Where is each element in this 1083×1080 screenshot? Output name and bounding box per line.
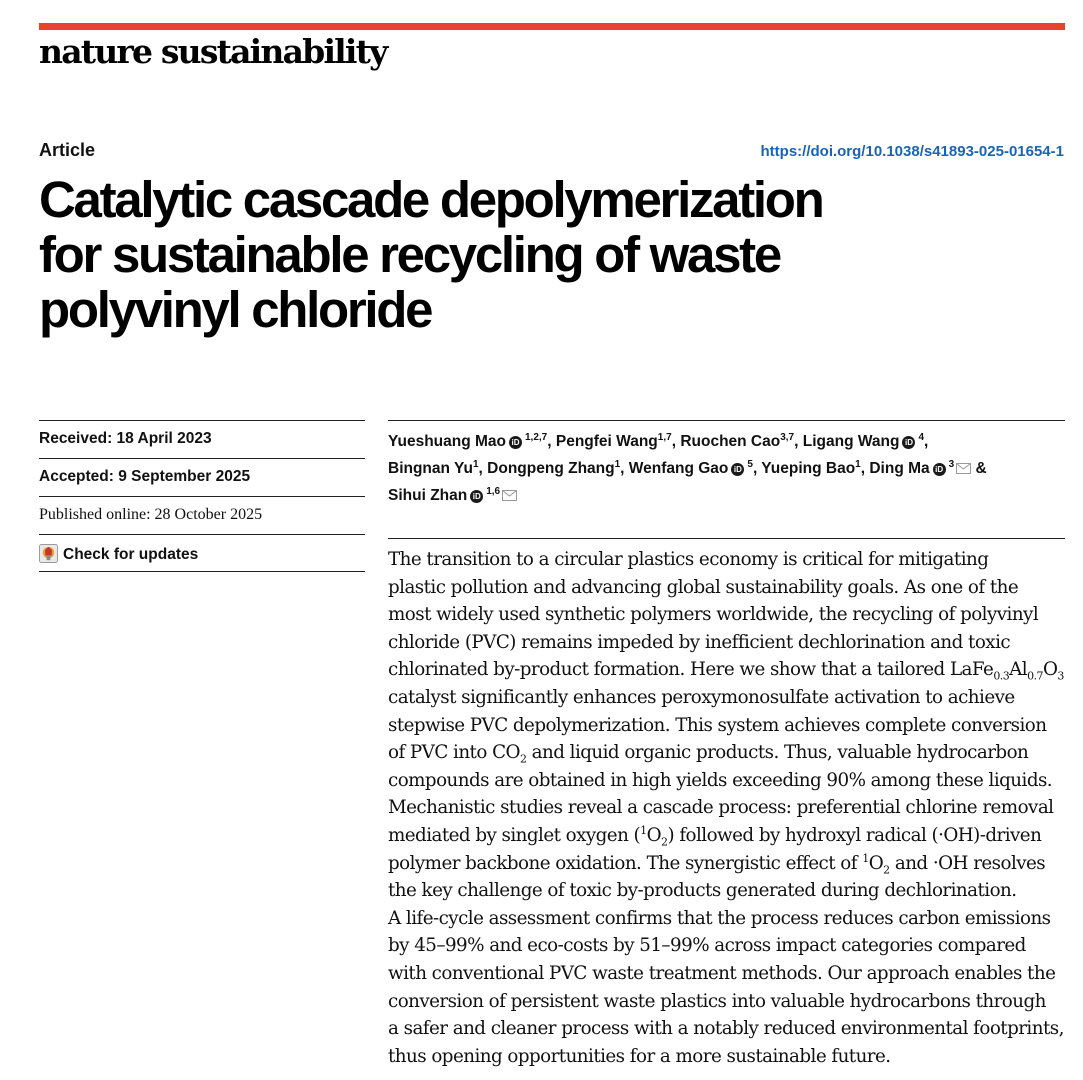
author-affiliation: 1,7 xyxy=(657,431,672,443)
author-affiliation: 1 xyxy=(855,458,861,470)
orcid-icon[interactable]: iD xyxy=(509,436,522,449)
title-line: for sustainable recycling of waste xyxy=(39,226,780,283)
author-affiliation: 5 xyxy=(747,458,753,470)
abstract-line: A life-cycle assessment confirms that the process reduces carbon emissions xyxy=(388,907,1051,929)
author-affiliation: 1,6 xyxy=(486,485,501,497)
accepted-date: Accepted: 9 September 2025 xyxy=(39,458,365,496)
abstract-line: of PVC into $CO_2$ and liquid organic products. Thus, valuable hydrocarbon xyxy=(388,742,1029,766)
check-updates-label: Check for updates xyxy=(63,546,199,563)
abstract-line: most widely used synthetic polymers worldwide, the recycling of polyvinyl xyxy=(388,604,1039,626)
abstract-line: The transition to a circular plastics economy is critical for mitigating xyxy=(388,549,989,570)
abstract-line: catalyst significantly enhances peroxymonosulfate activation to achieve xyxy=(388,686,1015,708)
author-name[interactable]: Yueping Bao xyxy=(761,460,856,477)
authors-rule xyxy=(388,420,1065,421)
article-type: Article xyxy=(39,140,96,160)
orcid-icon[interactable]: iD xyxy=(731,463,744,476)
check-updates-icon xyxy=(39,544,58,563)
author-affiliation: 1 xyxy=(614,458,621,470)
author-affiliation: 3 xyxy=(948,458,955,470)
doi-link[interactable]: https://doi.org/10.1038/s41893-025-01654-1 xyxy=(760,143,1064,160)
abstract-line: chlorinated by-product formation. Here we show that a tailored $LaFe_{0.3}Al_{0.7}O_3$ xyxy=(388,659,1064,684)
author-affiliation: 1,2,7 xyxy=(525,431,548,443)
abstract-line: with conventional PVC waste treatment methods. Our approach enables the xyxy=(388,962,1056,984)
check-for-updates-button[interactable] xyxy=(39,534,365,572)
abstract-line: stepwise PVC depolymerization. This system achieves complete conversion xyxy=(388,714,1047,736)
abstract-line: conversion of persistent waste plastics into valuable hydrocarbons through xyxy=(388,990,1046,1012)
author-name[interactable]: Yueshuang Mao xyxy=(388,433,506,450)
abstract-line: compounds are obtained in high yields exceeding 90% among these liquids. xyxy=(388,769,1053,791)
publication-meta xyxy=(39,420,365,572)
title-line: polyvinyl chloride xyxy=(39,281,432,338)
author-name[interactable]: Wenfang Gao xyxy=(628,460,729,477)
author-affiliation: 1 xyxy=(472,458,479,470)
author-affiliation: 4 xyxy=(918,431,925,443)
abstract-line: by 45–99% and eco-costs by 51–99% across impact categories compared xyxy=(388,935,1026,957)
abstract-line: chloride (PVC) remains impeded by inefficient dechlorination and toxic xyxy=(388,631,1011,653)
author-name[interactable]: Ding Ma xyxy=(869,460,930,477)
article-title xyxy=(39,172,1039,337)
published-date: Published online: 28 October 2025 xyxy=(39,496,365,534)
orcid-icon[interactable]: iD xyxy=(933,463,946,476)
email-icon[interactable] xyxy=(502,490,517,501)
abstract-line: the key challenge of toxic by-products generated during dechlorination. xyxy=(388,880,1017,902)
abstract-line: thus opening opportunities for a more sustainable future. xyxy=(388,1045,891,1067)
abstract-line: Mechanistic studies reveal a cascade process: preferential chlorine removal xyxy=(388,797,1054,819)
abstract-rule xyxy=(388,538,1065,539)
author-name[interactable]: Sihui Zhan xyxy=(388,487,468,504)
orcid-icon[interactable]: iD xyxy=(470,490,483,503)
orcid-icon[interactable]: iD xyxy=(902,436,915,449)
abstract-line: a safer and cleaner process with a notably reduced environmental footprints, xyxy=(388,1018,1064,1040)
author-name[interactable]: Dongpeng Zhang xyxy=(487,460,615,477)
author-name[interactable]: Bingnan Yu xyxy=(388,460,473,477)
author-name[interactable]: Ligang Wang xyxy=(802,433,900,450)
abstract-line: plastic pollution and advancing global sustainability goals. As one of the xyxy=(388,576,1019,598)
abstract xyxy=(388,546,1078,1070)
author-affiliation: 3,7 xyxy=(780,431,795,443)
email-icon[interactable] xyxy=(956,463,971,474)
journal-name: nature sustainability xyxy=(39,32,387,71)
author-name[interactable]: Pengfei Wang xyxy=(555,433,658,450)
author-name[interactable]: Ruochen Cao xyxy=(680,433,781,450)
received-date: Received: 18 April 2023 xyxy=(39,420,365,458)
abstract-line: mediated by singlet oxygen $(^1O_2)$ followed by hydroxyl radical (·OH)-driven xyxy=(388,823,1042,849)
title-line: Catalytic cascade depolymerization xyxy=(39,171,823,228)
journal-accent-bar xyxy=(39,23,1065,30)
abstract-line: polymer backbone oxidation. The synergistic effect of $^1O_2$ and ·OH resolves xyxy=(388,851,1046,877)
author-list: Yueshuang Mao iD $^{1,2,7}$, Pengfei Wang$^{1,7}$, Ruochen Cao$^{3,7}$, Ligang Wang iD $^4$, Bingnan Yu$^1$, Dongpeng Zhang$^1$, Wenfang Gao iD $^5$, Yueping Bao$^1$, Ding Ma iD $^3$ & Sihui Zhan iD $^{1,6}$ xyxy=(388,431,987,504)
